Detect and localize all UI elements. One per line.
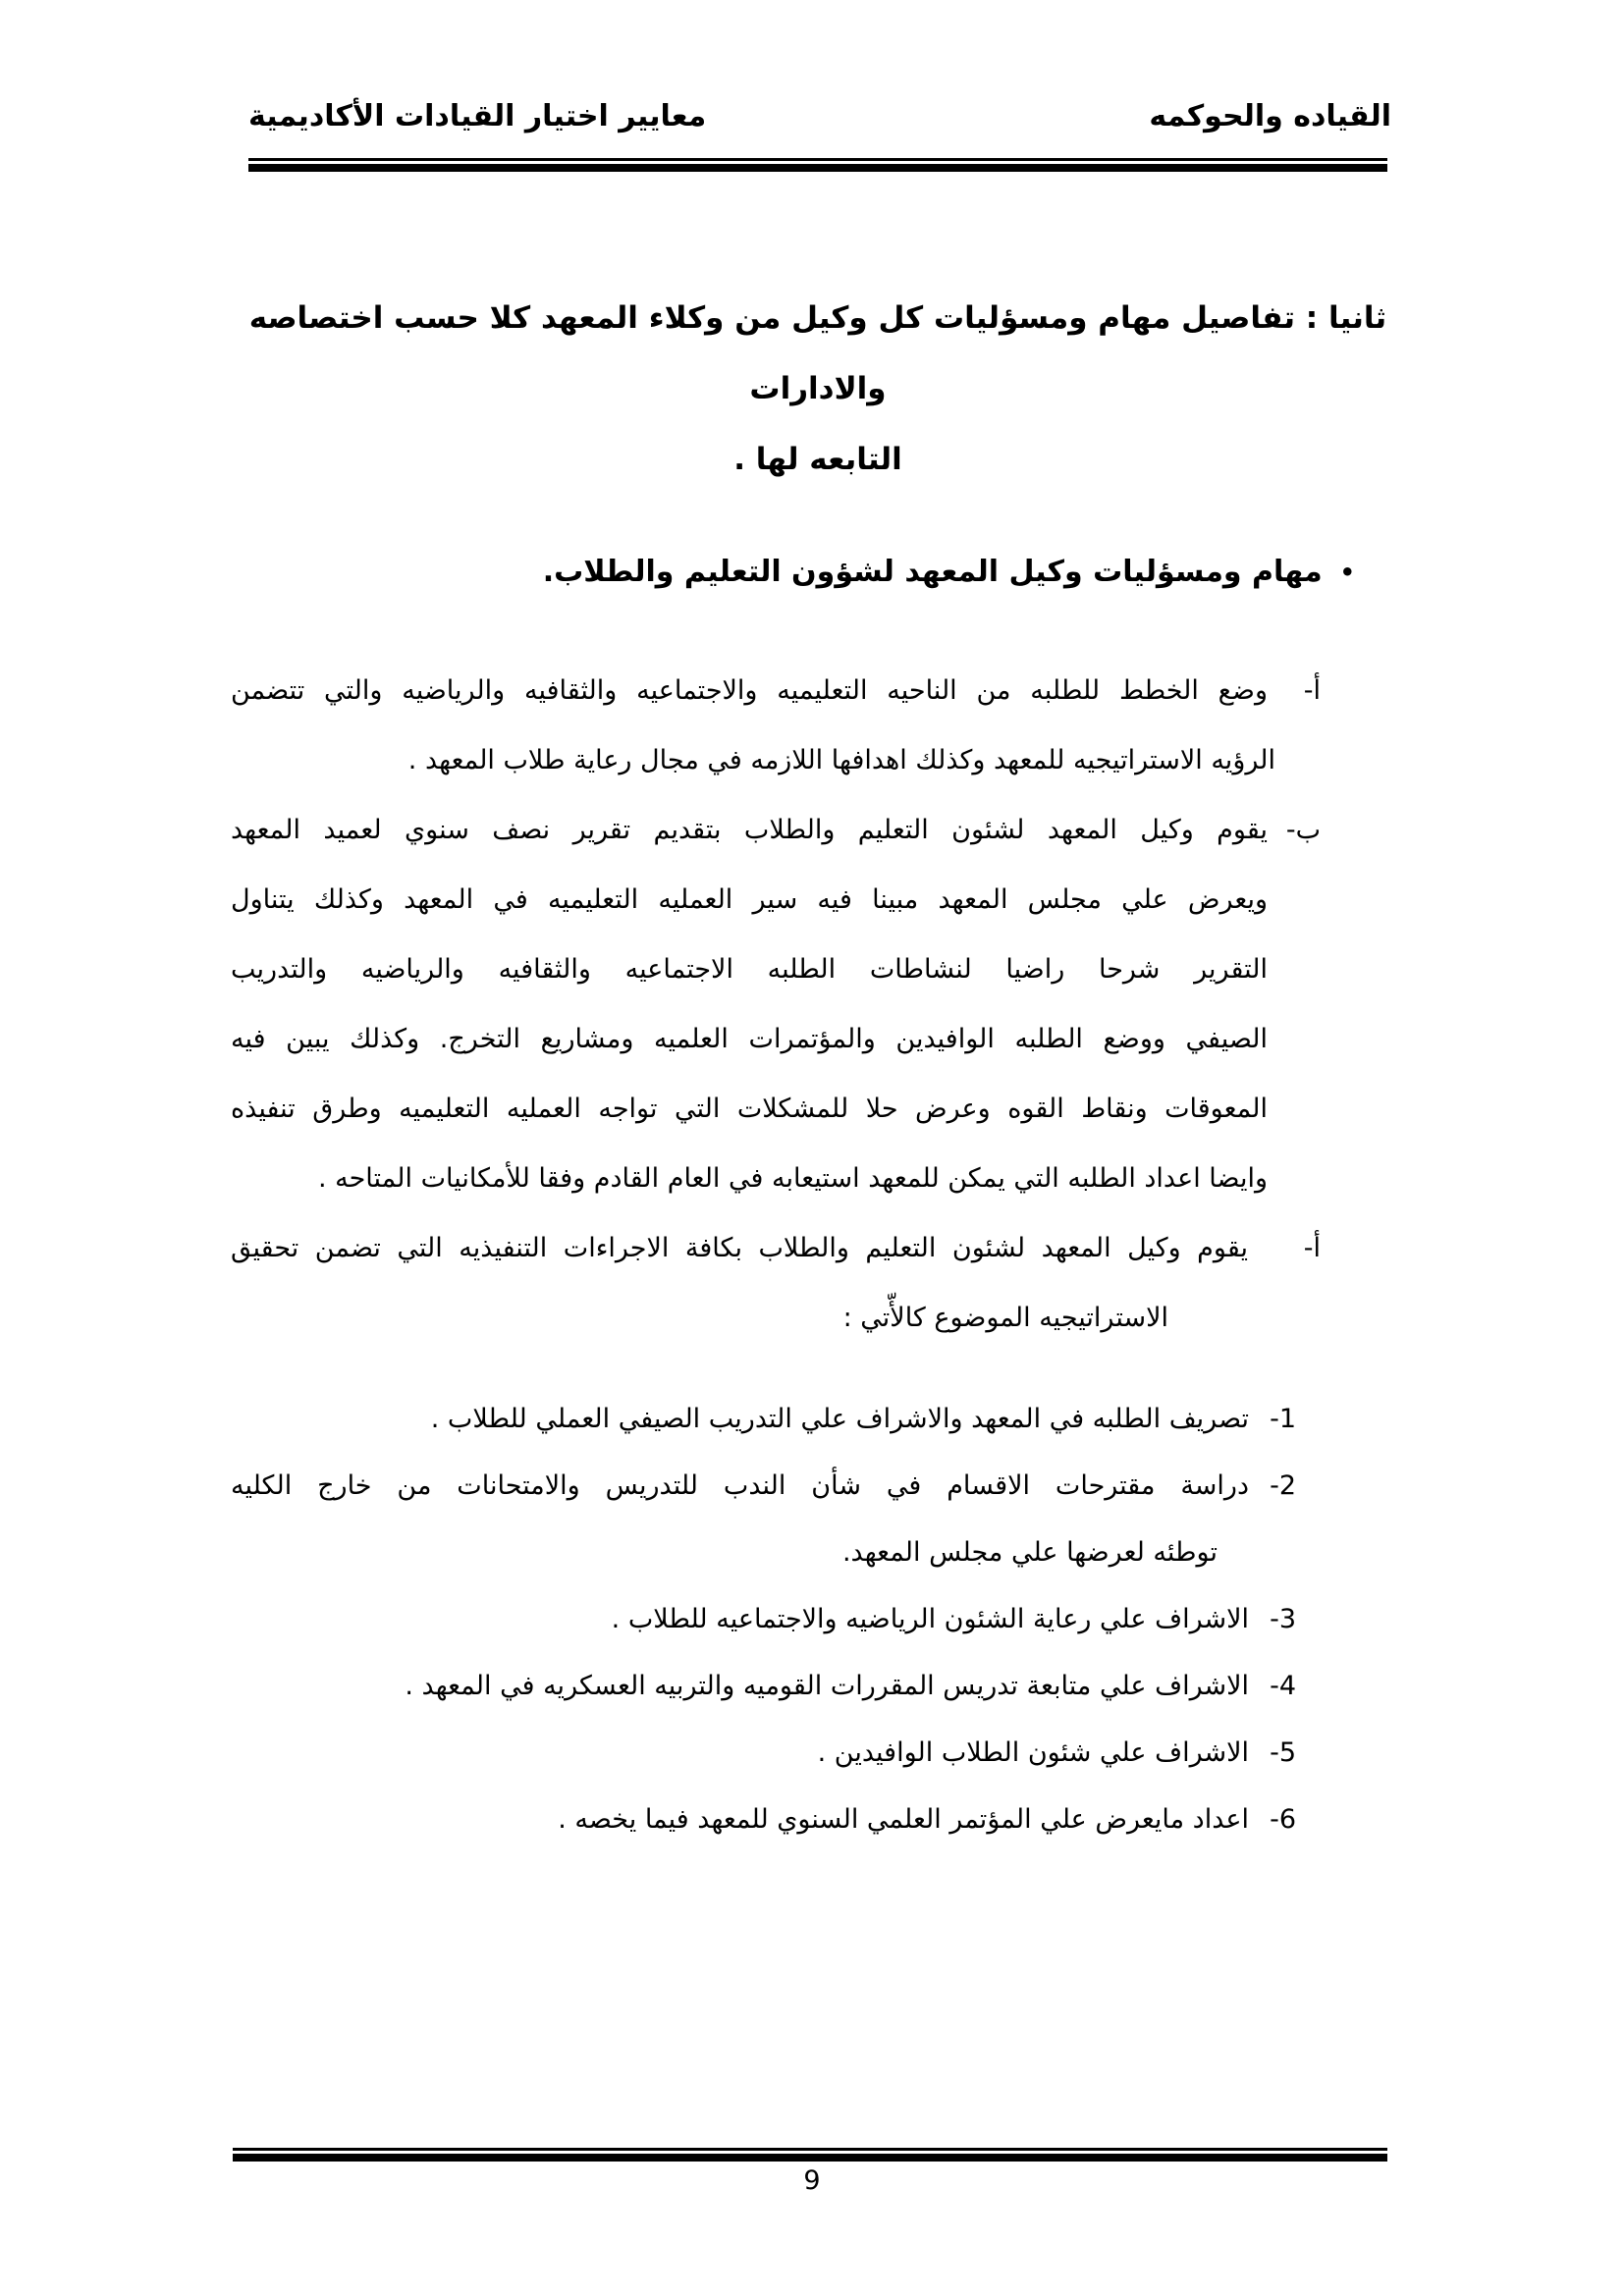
footer-rule-thick-line [233, 2154, 1387, 2162]
list-item-number: 2- [1270, 1470, 1296, 1501]
list-item [231, 1453, 1296, 1586]
list-item-number: 4- [1270, 1671, 1296, 1701]
title-line-1: ثانيا : تفاصيل مهام ومسؤليات كل وكيل من وكلاء المعهد كلا حسب اختصاصه والادارات [248, 300, 1387, 406]
title-line-2: التابعه لها . [733, 442, 902, 477]
paragraph-a [231, 656, 1321, 795]
header-rule [248, 158, 1387, 172]
list-item-text: توطئه لعرضها علي مجلس المعهد. [841, 1537, 1218, 1568]
list-item-text: الاشراف علي رعاية الشئون الرياضيه والاجتماعيه للطلاب . [611, 1604, 1249, 1634]
paragraph-line: ويعرض علي مجلس المعهد مبينا فيه سير العمليه التعليميه في المعهد وكذلك يتناول [231, 884, 1268, 915]
paragraph-line: وضع الخطط للطلبه من الناحيه التعليميه والاجتماعيه والثقافيه والرياضيه والتي تتضمن [231, 675, 1268, 706]
paragraph-line: المعوقات ونقاط القوه وعرض حلا للمشكلات التي تواجه العمليه التعليميه وطرق تنفيذه [231, 1094, 1268, 1124]
list-item-number: 6- [1270, 1804, 1296, 1835]
paragraph-line: الرؤيه الاستراتيجيه للمعهد وكذلك اهدافها اللازمه في مجال رعاية طلاب المعهد . [407, 745, 1275, 775]
page-header [248, 94, 1391, 139]
list-item-text: الاشراف علي متابعة تدريس المقررات القوميه والتربيه العسكريه في المعهد . [405, 1671, 1249, 1701]
list-item-text: الاشراف علي شئون الطلاب الوافيدين . [817, 1737, 1249, 1768]
section-heading-text: مهام ومسؤليات وكيل المعهد لشؤون التعليم والطلاب. [542, 555, 1323, 589]
list-item-text: دراسة مقترحات الاقسام في شأن الندب للتدريس والامتحانات من خارج الكليه [231, 1470, 1249, 1501]
list-item-number: 3- [1270, 1604, 1296, 1634]
list-item-number: 5- [1270, 1737, 1296, 1768]
paragraph-marker: ب- [1285, 815, 1321, 845]
header-rule-thick-line [248, 164, 1387, 172]
list-item-text: تصريف الطلبه في المعهد والاشراف علي التدريب الصيفي العملي للطلاب . [430, 1404, 1249, 1434]
list-item-text: اعداد مايعرض علي المؤتمر العلمي السنوي للمعهد فيما يخصه . [558, 1804, 1249, 1835]
section-heading [543, 550, 1355, 595]
paragraph-line: الاستراتيجيه الموضوع كالأّتي : [842, 1303, 1168, 1333]
list-item [231, 1586, 1296, 1653]
page-number: 9 [803, 2165, 821, 2196]
paragraph-marker: أ- [1303, 1233, 1321, 1263]
list-item [231, 1787, 1296, 1853]
paragraph-line: يقوم وكيل المعهد لشئون التعليم والطلاب بكافة الاجراءات التنفيذيه التي تضمن تحقيق [231, 1233, 1248, 1263]
bullet-icon: • [1339, 559, 1355, 586]
paragraph-b [231, 795, 1321, 1213]
paragraph-a2 [231, 1213, 1321, 1353]
header-right-title: القياده والحوكمه [1149, 99, 1391, 133]
document-title [248, 283, 1387, 495]
header-left-title: معايير اختيار القيادات الأكاديمية [248, 99, 707, 133]
list-item-number: 1- [1270, 1404, 1296, 1434]
list-item [231, 1653, 1296, 1720]
paragraph-line: التقرير شرحا راضيا لنشاطات الطلبه الاجتماعيه والثقافيه والرياضيه والتدريب [231, 954, 1268, 985]
numbered-list [231, 1386, 1296, 1853]
list-item [231, 1386, 1296, 1453]
body-paragraphs [231, 656, 1321, 1353]
paragraph-line: الصيفي ووضع الطلبه الوافيدين والمؤتمرات العلميه ومشاريع التخرج. وكذلك يبين فيه [231, 1024, 1268, 1054]
footer-rule [233, 2148, 1387, 2162]
paragraph-line: يقوم وكيل المعهد لشئون التعليم والطلاب بتقديم تقرير نصف سنوي لعميد المعهد [231, 815, 1268, 845]
list-item [231, 1720, 1296, 1787]
paragraph-line: وايضا اعداد الطلبه التي يمكن للمعهد استيعابه في العام القادم وفقا للأمكانيات المتاحه . [317, 1163, 1268, 1194]
paragraph-marker: أ- [1303, 675, 1321, 706]
